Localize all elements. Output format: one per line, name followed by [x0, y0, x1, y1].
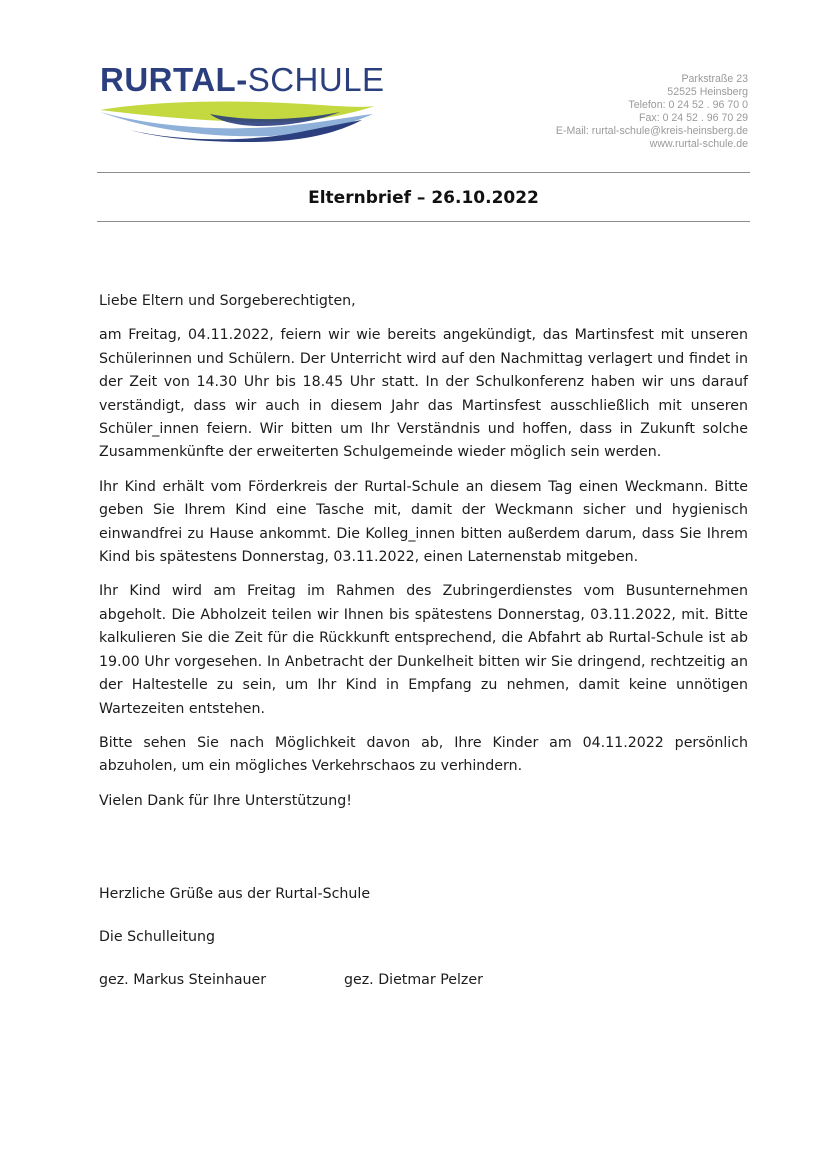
thanks-line: Vielen Dank für Ihre Unterstützung!	[99, 792, 352, 809]
paragraph-2: Ihr Kind erhält vom Förderkreis der Rurtal-Schule an diesem Tag einen Weckmann. Bitte geben Sie Ihrem Kind eine Tasche mit, damit der Weckmann sicher und hygienisch einwandfrei zu Hause ankommt. Die Kolleg_innen bitten außerdem darum, dass Sie Ihrem Kind bis spätestens Donnerstag, 03.11.2022, einen Laternenstab mitgeben.	[99, 478, 748, 566]
logo-wordmark	[100, 62, 385, 98]
letter-body	[99, 290, 748, 824]
address-block	[556, 73, 748, 151]
address-city: 52525 Heinsberg	[667, 86, 748, 98]
closing-sender: Die Schulleitung	[99, 929, 216, 945]
closing-greeting: Herzliche Grüße aus der Rurtal-Schule	[99, 886, 371, 902]
salutation: Liebe Eltern und Sorgeberechtigten,	[99, 293, 356, 309]
address-email: E-Mail: rurtal-schule@kreis-heinsberg.de	[555, 125, 748, 137]
signature-2: gez. Dietmar Pelzer	[344, 972, 483, 988]
address-phone: Telefon: 0 24 52 . 96 70 0	[628, 99, 748, 111]
title-rule-top	[97, 172, 750, 173]
school-logo	[100, 61, 385, 144]
paragraph-1: am Freitag, 04.11.2022, feiern wir wie bereits angekündigt, das Martinsfest mit unseren Schülerinnen und Schülern. Der Unterricht wird auf den Nachmittag verlagert und findet in der Zeit von 14.30 Uhr bis 18.45 Uhr statt. In der Schulkonferenz haben wir uns darauf verständigt, dass wir auch in diesem Jahr das Martinsfest ausschließlich mit unseren Schüler_innen feiern. Wir bitten um Ihr Verständnis und hoffen, dass in Zukunft solche Zusammenkünfte der erweiterten Schulgemeinde wieder möglich sein werden.	[99, 327, 748, 461]
logo-light-text: SCHULE	[247, 61, 385, 98]
paragraph-4: Bitte sehen Sie nach Möglichkeit davon ab, Ihre Kinder am 04.11.2022 persönlich abzuholen, um ein mögliches Verkehrschaos zu verhindern.	[99, 734, 748, 775]
logo-bold-text: RURTAL-	[100, 61, 248, 98]
address-website: www.rurtal-schule.de	[649, 138, 748, 150]
logo-wave-graphic	[100, 96, 380, 144]
address-street: Parkstraße 23	[681, 73, 748, 85]
signatures	[99, 969, 748, 992]
title-rule-bottom	[97, 221, 750, 222]
signature-1: gez. Markus Steinhauer	[99, 972, 267, 988]
paragraph-3: Ihr Kind wird am Freitag im Rahmen des Zubringerdienstes vom Busunternehmen abgeholt. Die Abholzeit teilen wir Ihnen bis spätestens Donnerstag, 03.11.2022, mit. Bitte kalkulieren Sie die Zeit für die Rückkunft entsprechend, die Abfahrt ab Rurtal-Schule ist ab 19.00 Uhr vorgesehen. In Anbetracht der Dunkelheit bitten wir Sie dringend, rechtzeitig an der Haltestelle zu sein, um Ihr Kind in Empfang zu nehmen, damit keine unnötigen Wartezeiten entstehen.	[99, 583, 748, 717]
letter-closing	[99, 883, 748, 992]
letter-title: Elternbrief – 26.10.2022	[308, 188, 539, 208]
address-fax: Fax: 0 24 52 . 96 70 29	[639, 112, 748, 124]
